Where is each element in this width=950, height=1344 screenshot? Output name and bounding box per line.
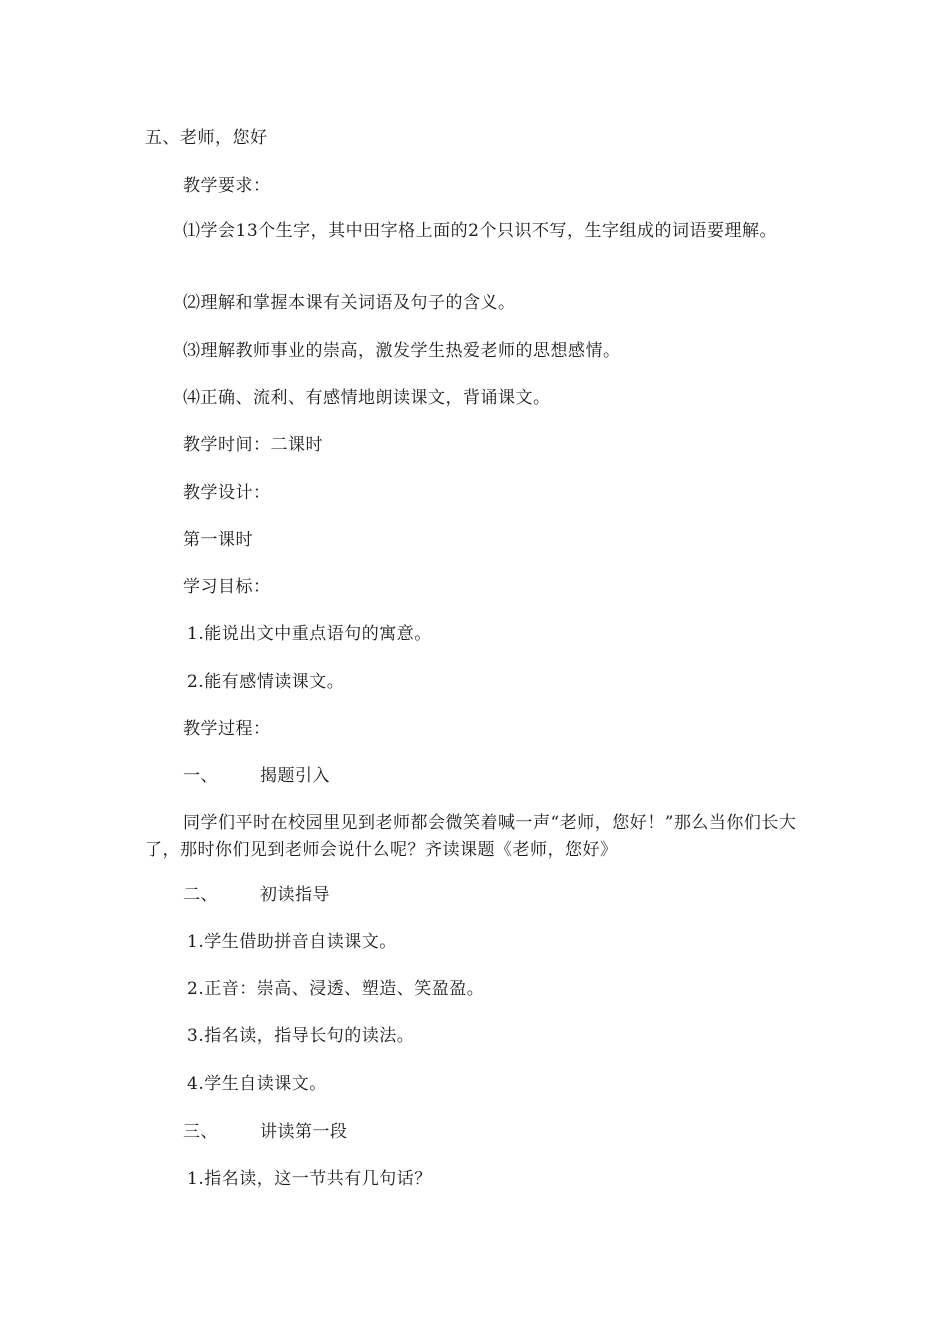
section-heading-3: [183, 1120, 348, 1144]
teaching-requirements-heading: 教学要求：: [183, 176, 271, 196]
teaching-time: 教学时间：二课时: [183, 435, 323, 455]
requirement-item-1: ⑴学会13个生字，其中田字格上面的2个只识不写，生字组成的词语要理解。: [183, 221, 777, 241]
first-lesson-heading: 第一课时: [183, 530, 253, 550]
teaching-process-heading: 教学过程：: [183, 719, 271, 739]
list-item: 1.指名读，这一节共有几句话？: [187, 1169, 432, 1189]
list-item: 1.学生借助拼音自读课文。: [187, 932, 397, 952]
section-heading-2: [183, 883, 330, 907]
section-number: 三、: [183, 1122, 218, 1142]
list-item: 2.正音：崇高、浸透、塑造、笑盈盈。: [187, 979, 485, 999]
goal-item-2: 2.能有感情读课文。: [187, 672, 345, 692]
section-title: 初读指导: [260, 885, 330, 905]
section-heading-1: [183, 764, 330, 788]
requirement-item-3: ⑶理解教师事业的崇高，激发学生热爱老师的思想感情。: [183, 341, 621, 361]
section1-paragraph: 同学们平时在校园里见到老师都会微笑着喊一声“老师，您好！”那么当你们长大了，那时你们见到老师会说什么呢？齐读课题《老师，您好》: [145, 813, 797, 860]
section-number: 一、: [183, 766, 218, 786]
goal-item-1: 1.能说出文中重点语句的寓意。: [187, 624, 432, 644]
teaching-design-heading: 教学设计：: [183, 483, 271, 503]
requirement-item-4: ⑷正确、流利、有感情地朗读课文，背诵课文。: [183, 388, 551, 408]
list-item: 4.学生自读课文。: [187, 1074, 327, 1094]
list-item: 3.指名读，指导长句的读法。: [187, 1026, 415, 1046]
document-title: 五、老师，您好: [145, 128, 268, 148]
section-number: 二、: [183, 885, 218, 905]
requirement-item-2: ⑵理解和掌握本课有关词语及句子的含义。: [183, 293, 516, 313]
section-title: 讲读第一段: [260, 1122, 348, 1142]
section-title: 揭题引入: [260, 766, 330, 786]
learning-goals-heading: 学习目标：: [183, 577, 271, 597]
